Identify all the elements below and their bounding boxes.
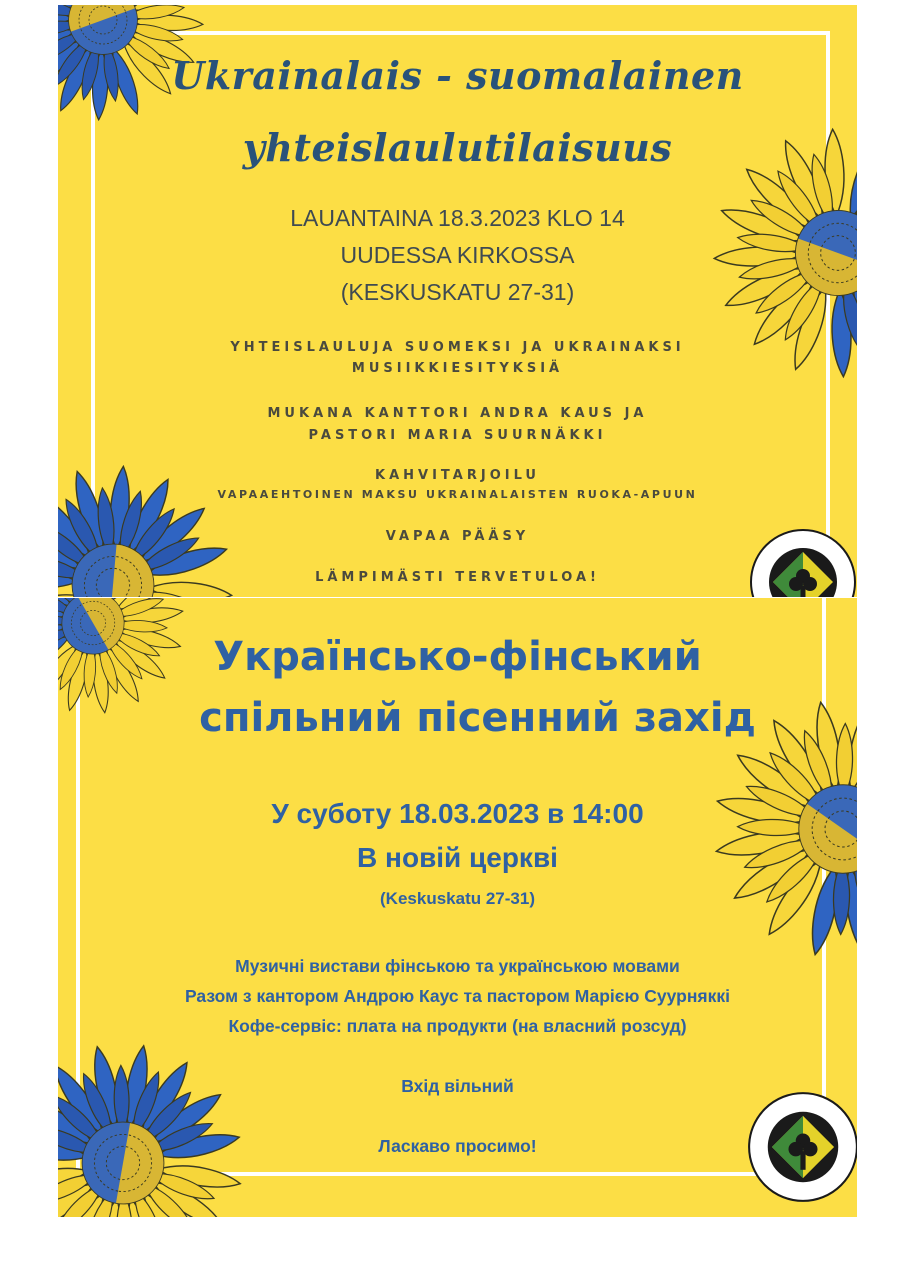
entry-line: VAPAA PÄÄSY	[385, 529, 530, 544]
body-line-3: Кофе-сервіс: плата на продукти (на власний розсуд)	[228, 1016, 687, 1036]
program-line-2: MUSIIKKIESITYKSIÄ	[351, 361, 564, 376]
date-line: У суботу 18.03.2023 в 14:00	[271, 798, 644, 829]
venue-line: В новій церкві	[357, 842, 558, 873]
body-line-2: Разом з кантором Андрою Каус та пастором Марією Суурняккі	[184, 986, 730, 1006]
welcome-line: LÄMPIMÄSTI TERVETULOA!	[315, 570, 600, 585]
address-line: (Keskuskatu 27-31)	[380, 889, 535, 908]
title-line-2: yhteislaulutilaisuus	[242, 125, 673, 170]
hosts-line-1: MUKANA KANTTORI ANDRA KAUS JA	[267, 406, 648, 421]
title-line-1: Ukrainalais - suomalainen	[171, 53, 744, 98]
title-line-1: Українсько-фінський	[213, 634, 702, 680]
coffee-line-2: VAPAAEHTOINEN MAKSU UKRAINALAISTEN RUOKA-APUUN	[217, 488, 698, 501]
hosts-line-2: PASTORI MARIA SUURNÄKKI	[308, 428, 607, 443]
poster-finnish	[58, 5, 857, 597]
entry-line: Вхід вільний	[401, 1076, 514, 1096]
coffee-line-1: KAHVITARJOILU	[375, 468, 540, 483]
welcome-line: Ласкаво просимо!	[378, 1136, 537, 1156]
program-line-1: YHTEISLAULUJA SUOMEKSI JA UKRAINAKSI	[230, 340, 685, 355]
body-line-1: Музичні вистави фінською та українською мовами	[235, 956, 680, 976]
venue-line: UUDESSA KIRKOSSA	[340, 242, 575, 268]
poster-ukrainian	[58, 598, 857, 1217]
date-line: LAUANTAINA 18.3.2023 KLO 14	[290, 205, 625, 231]
sunflower-bottom-left-decoration	[58, 1038, 248, 1217]
title-line-2: спільний пісенний захід	[199, 695, 756, 741]
address-line: (KESKUSKATU 27-31)	[340, 279, 575, 305]
